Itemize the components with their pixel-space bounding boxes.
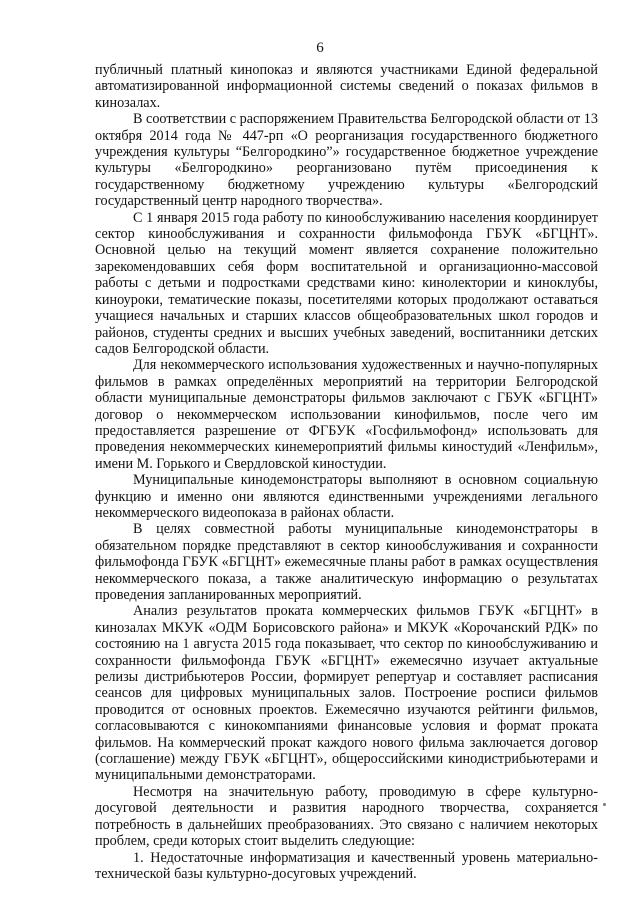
paragraph-problems-intro: Несмотря на значительную работу, проводимую в сфере культурно-досуговой деятельности и развития народного творчества, сохраняется потребность в дальнейших преобразованиях. Это связано с наличием некоторых проблем, среди которых стоит выделить следующие: [95, 783, 598, 850]
paragraph-joint-work: В целях совместной работы муниципальные кинодемонстраторы в обязательном порядке представляют в сектор кинообслуживания и сохранности фильмофонда ГБУК «БГЦНТ» ежемесячные планы работ в рамках осуществления некоммерческого показа, а также аналитическую информацию о результатах проведения запланированных мероприятий. [95, 521, 598, 603]
paragraph-intro-continuation: публичный платный кинопоказ и являются участниками Единой федеральной автоматизированной информационной системы сведений о показах фильмов в кинозалах. [95, 62, 598, 111]
scan-speck [603, 803, 606, 806]
paragraph-rental-analysis: Анализ результатов проката коммерческих фильмов ГБУК «БГЦНТ» в кинозалах МКУК «ОДМ Борисовского района» и МКУК «Корочанский РДК» по состоянию на 1 августа 2015 года показывает, что сектор по кинообслуживанию и сохранности фильмофонда ГБУК «БГЦНТ» ежемесячно изучает актуальные релизы дистрибьютеров России, формирует репертуар и составляет расписания сеансов для цифровых муниципальных залов. Построение росписи фильмов проводится от основных проектов. Ежемесячно изучаются рейтинги фильмов, согласовываются с кинокомпаниями финансовые условия и формат проката фильмов. На коммерческий прокат каждого нового фильма заключается договор (соглашение) между ГБУК «БГЦНТ», общероссийскими кинодистрибьютерами и муниципальными демонстраторами. [95, 603, 598, 784]
paragraph-reorganization: В соответствии с распоряжением Правительства Белгородской области от 13 октября 2014 года № 447-рп «О реорганизация государственного бюджетного учреждения культуры “Белгородкино”» государственное бюджетное учреждение культуры «Белгородкино» реорганизовано путём присоединения к государственному бюджетному учреждению культуры «Белгородский государственный центр народного творчества». [95, 111, 598, 210]
document-body [95, 62, 598, 882]
paragraph-noncommercial-use: Для некоммерческого использования художественных и научно-популярных фильмов в рамках определённых мероприятий на территории Белгородской области муниципальные демонстраторы фильмов заключают с ГБУК «БГЦНТ» договор о некоммерческом использовании кинофильмов, после чего им предоставляется разрешение от ФГБУК «Госфильмофонд» использовать для проведения некоммерческих кинемероприятий фильмы киностудий «Ленфильм», имени М. Горького и Свердловской киностудии. [95, 357, 598, 472]
page-number: 6 [316, 40, 324, 56]
paragraph-municipal-demonstrators: Муниципальные кинодемонстраторы выполняют в основном социальную функцию и именно они являются единственными учреждениями легального некоммерческого видеопоказа в районах области. [95, 472, 598, 521]
paragraph-problem-1: 1. Недостаточные информатизация и качественный уровень материально-технической базы культурно-досуговых учреждений. [95, 849, 598, 882]
paragraph-film-service-coordination: С 1 января 2015 года работу по кинообслуживанию населения координирует сектор кинообслуживания и сохранности фильмофонда ГБУК «БГЦНТ». Основной целью на текущий момент является сохранение положительно зарекомендовавших себя форм воспитательной и организационно-массовой работы с детьми и подростками средствами кино: кинолектории и киноклубы, киноуроки, тематические показы, посетителями которых продолжают оставаться учащиеся начальных и старших классов общеобразовательных школ городов и районов, студенты средних и высших учебных заведений, воспитанники детских садов Белгородской области. [95, 209, 598, 357]
